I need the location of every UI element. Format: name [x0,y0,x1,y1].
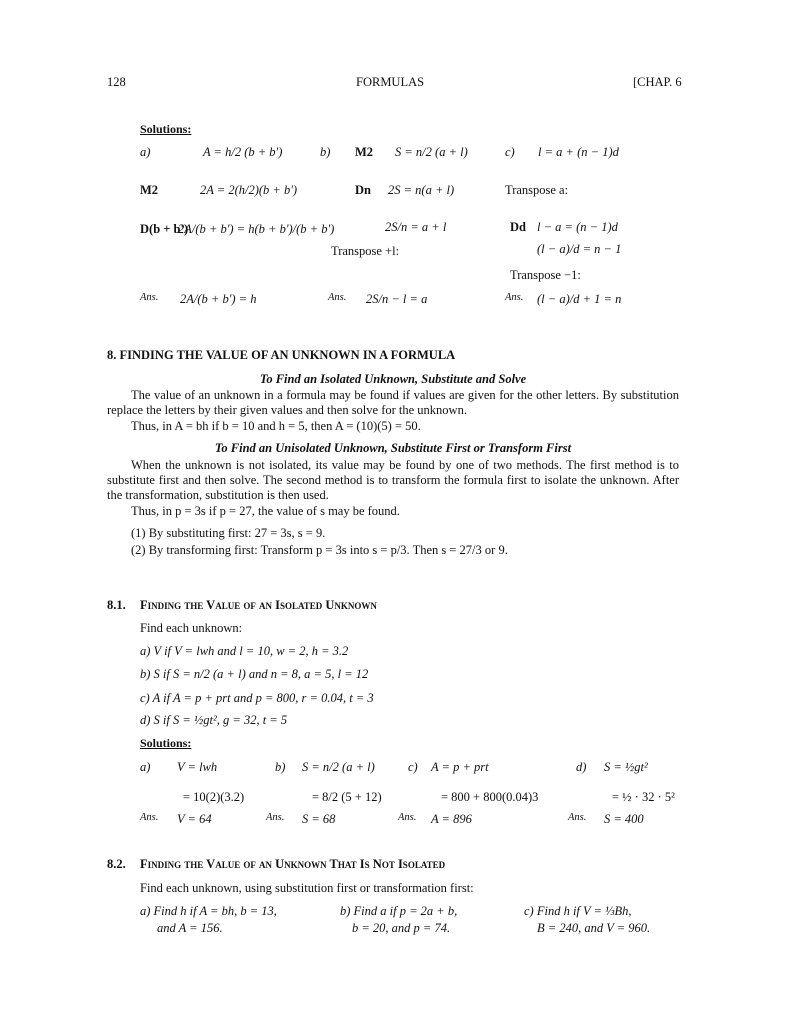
part-b-mark: b) [320,145,331,159]
sol-b-dn-label: Dn [355,183,371,197]
problem-8-1-number: 8.1. [107,598,126,612]
sol-b-line2: 2S = n(a + l) [388,183,455,197]
problem-8-1-question-b: b) S if S = n/2 (a + l) and n = 8, a = 5, l = 12 [140,667,369,681]
p81-b-line1: S = n/2 (a + l) [302,760,375,774]
sol-b-transpose: Transpose +l: [331,244,400,258]
sol-b-ans-label: Ans. [328,292,347,303]
sol-c-transpose-a: Transpose a: [505,183,569,197]
problem-8-2-number: 8.2. [107,857,126,871]
p81-d-line1: S = ½gt² [604,760,648,774]
sol-a-answer: 2A/(b + b') = h [180,292,257,306]
p81-a-line2: = 10(2)(3.2) [183,790,245,804]
problem-8-2-question-b-line1: b) Find a if p = 2a + b, [340,904,458,918]
problem-8-2-title: Finding the Value of an Unknown That Is Not Isolated [140,857,446,871]
page-number: 128 [107,75,126,89]
p81-c-answer: A = 896 [431,812,472,826]
p81-d-line2: = ½ · 32 · 5² [612,790,675,804]
sol-a-m2-label: M2 [140,183,159,197]
p81-b-mark: b) [275,760,286,774]
running-head: FORMULAS [356,75,425,89]
problem-8-1-question-a: a) V if V = lwh and l = 10, w = 2, h = 3.2 [140,644,349,658]
section-8-heading: 8. FINDING THE VALUE OF AN UNKNOWN IN A FORMULA [107,348,456,362]
p81-b-answer: S = 68 [302,812,336,826]
section-8-example-1: Thus, in A = bh if b = 10 and h = 5, then A = (10)(5) = 50. [131,419,421,433]
problem-8-2-question-c-line1: c) Find h if V = ⅓Bh, [524,904,632,918]
problem-8-2-intro: Find each unknown, using substitution first or transformation first: [140,881,474,895]
p81-c-ans-label: Ans. [398,812,417,823]
sol-c-ans-label: Ans. [505,292,524,303]
sol-b-line1: S = n/2 (a + l) [395,145,468,159]
problem-8-1-question-d: d) S if S = ½gt², g = 32, t = 5 [140,713,288,727]
part-a-mark: a) [140,145,151,159]
p81-d-ans-label: Ans. [568,812,587,823]
problem-8-1-question-c: c) A if A = p + prt and p = 800, r = 0.04, t = 3 [140,691,374,705]
sol-c-transpose-minus1: Transpose −1: [510,268,581,282]
sol-c-line2: l − a = (n − 1)d [537,220,618,234]
problem-8-2-question-a-line1: a) Find h if A = bh, b = 13, [140,904,277,918]
problem-8-1-intro: Find each unknown: [140,621,243,635]
p81-a-answer: V = 64 [177,812,212,826]
part-c-mark: c) [505,145,515,159]
sol-c-line3: (l − a)/d = n − 1 [537,242,622,256]
section-8-method-2: (2) By transforming first: Transform p = 3s into s = p/3. Then s = 27/3 or 9. [131,543,508,557]
sol-a-line1: A = h/2 (b + b') [203,145,283,159]
p81-b-ans-label: Ans. [266,812,285,823]
sol-b-line3: 2S/n = a + l [385,220,447,234]
sol-c-dd-label: Dd [510,220,526,234]
problem-8-2-question-a-line2: and A = 156. [157,921,223,935]
sol-a-d-label: D(b + b') [140,222,189,236]
p81-c-line1: A = p + prt [431,760,489,774]
p81-a-mark: a) [140,760,151,774]
sol-a-ans-label: Ans. [140,292,159,303]
problem-8-2-question-b-line2: b = 20, and p = 74. [352,921,451,935]
sol-a-line3: 2A/(b + b') = h(b + b')/(b + b') [178,222,335,236]
section-8-example-2: Thus, in p = 3s if p = 27, the value of s may be found. [131,504,400,518]
sol-c-answer: (l − a)/d + 1 = n [537,292,622,306]
problem-8-2-question-c-line2: B = 240, and V = 960. [537,921,651,935]
p81-a-line1: V = lwh [177,760,218,774]
sol-b-answer: 2S/n − l = a [366,292,428,306]
p81-c-line2: = 800 + 800(0.04)3 [441,790,539,804]
p81-a-ans-label: Ans. [140,812,159,823]
sol-c-line1: l = a + (n − 1)d [538,145,619,159]
section-8-para-2: When the unknown is not isolated, its value may be found by one of two methods. The first method is to substitute first and then solve. The second method is to transform the formula first to isolate the unknown. After the transformation, substitution is then used. [107,458,679,502]
section-8-method-1: (1) By substituting first: 27 = 3s, s = 9. [131,526,326,540]
chapter-ref: [CHAP. 6 [633,75,682,89]
sol-a-line2: 2A = 2(h/2)(b + b') [200,183,298,197]
problem-8-1-solutions-label: Solutions: [140,736,192,750]
solutions-label: Solutions: [140,122,192,136]
p81-b-line2: = 8/2 (5 + 12) [312,790,382,804]
section-8-para-1: The value of an unknown in a formula may be found if values are given for the other letters. By substitution replace the letters by their given values and then solve for the unknown. [107,388,679,417]
sol-b-m2-label: M2 [355,145,374,159]
p81-d-mark: d) [576,760,587,774]
p81-d-answer: S = 400 [604,812,644,826]
problem-8-1-title: Finding the Value of an Isolated Unknown [140,598,377,612]
section-8-subheading-2: To Find an Unisolated Unknown, Substitute First or Transform First [214,441,572,455]
section-8-subheading-1: To Find an Isolated Unknown, Substitute and Solve [259,372,527,386]
p81-c-mark: c) [408,760,418,774]
